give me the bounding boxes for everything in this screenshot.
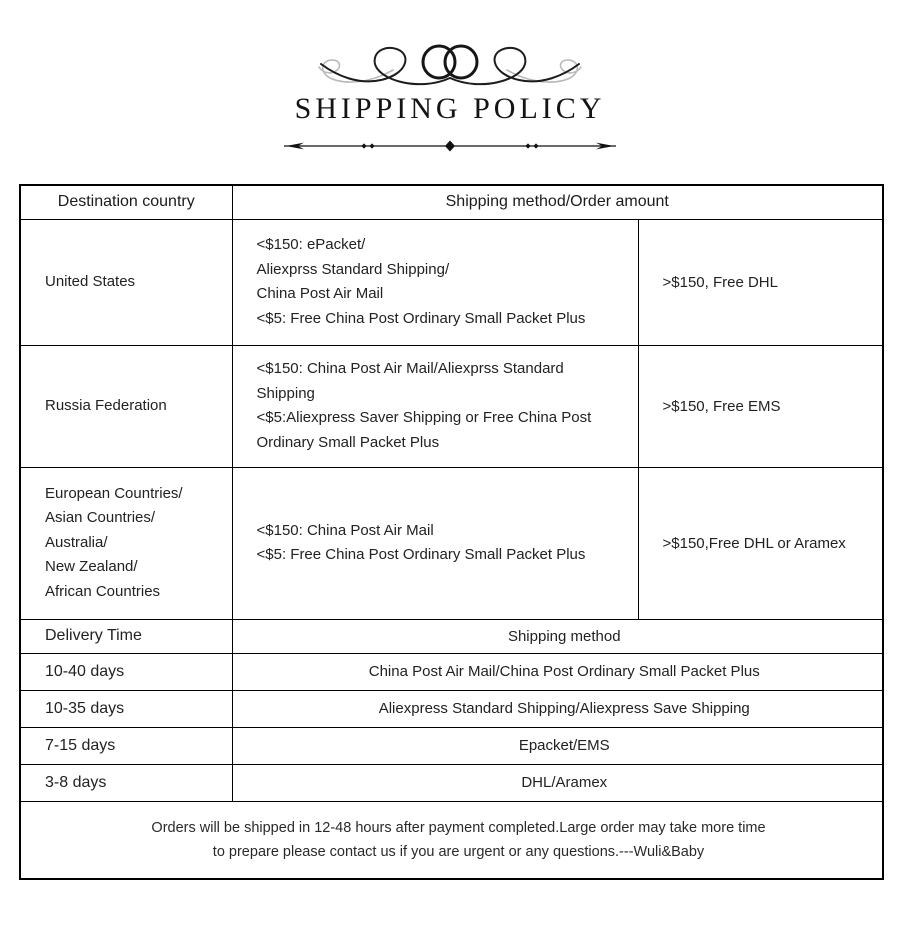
delivery-time-cell: 3-8 days xyxy=(20,764,232,801)
over-amount-cell: >$150, Free DHL xyxy=(638,219,883,345)
delivery-method-cell: Aliexpress Standard Shipping/Aliexpress Save Shipping xyxy=(232,690,883,727)
country-cell: European Countries/ Asian Countries/ Australia/ New Zealand/ African Countries xyxy=(20,467,232,619)
header-cell-shipping-method-order-amount: Shipping method/Order amount xyxy=(232,185,883,219)
delivery-method-cell: China Post Air Mail/China Post Ordinary Small Packet Plus xyxy=(232,653,883,690)
delivery-time-cell: 7-15 days xyxy=(20,727,232,764)
header-cell-destination-country: Destination country xyxy=(20,185,232,219)
table-header-row xyxy=(20,185,883,219)
country-cell: United States xyxy=(20,219,232,345)
delivery-time-cell: 10-35 days xyxy=(20,690,232,727)
delivery-method-cell: DHL/Aramex xyxy=(232,764,883,801)
methods-cell: <$150: ePacket/ Aliexprss Standard Shipping/ China Post Air Mail <$5: Free China Post Ordinary Small Packet Plus xyxy=(232,219,638,345)
country-cell: Russia Federation xyxy=(20,345,232,467)
shipping-method-header-cell: Shipping method xyxy=(232,619,883,653)
table-row-russia-federation xyxy=(20,345,883,467)
calligraphy-flourish-icon xyxy=(315,34,585,90)
methods-cell: <$150: China Post Air Mail <$5: Free China Post Ordinary Small Packet Plus xyxy=(232,467,638,619)
delivery-row xyxy=(20,690,883,727)
table-row-united-states xyxy=(20,219,883,345)
delivery-method-cell: Epacket/EMS xyxy=(232,727,883,764)
decorative-header xyxy=(0,0,900,154)
over-amount-cell: >$150, Free EMS xyxy=(638,345,883,467)
over-amount-cell: >$150,Free DHL or Aramex xyxy=(638,467,883,619)
delivery-row xyxy=(20,764,883,801)
diamond-arrow-divider-icon xyxy=(282,138,618,154)
delivery-header-row xyxy=(20,619,883,653)
delivery-time-cell: 10-40 days xyxy=(20,653,232,690)
page-title: SHIPPING POLICY xyxy=(294,92,606,125)
delivery-time-header-cell: Delivery Time xyxy=(20,619,232,653)
footer-note-row xyxy=(20,801,883,879)
shipping-policy-table xyxy=(19,184,884,880)
methods-cell: <$150: China Post Air Mail/Aliexprss Standard Shipping <$5:Aliexpress Saver Shipping or Free China Post Ordinary Small Packet Plus xyxy=(232,345,638,467)
table-row-european-countries xyxy=(20,467,883,619)
delivery-row xyxy=(20,653,883,690)
delivery-row xyxy=(20,727,883,764)
footer-note: Orders will be shipped in 12-48 hours after payment completed.Large order may take more time to prepare please contact us if you are urgent or any questions.---Wuli&Baby xyxy=(20,801,883,879)
